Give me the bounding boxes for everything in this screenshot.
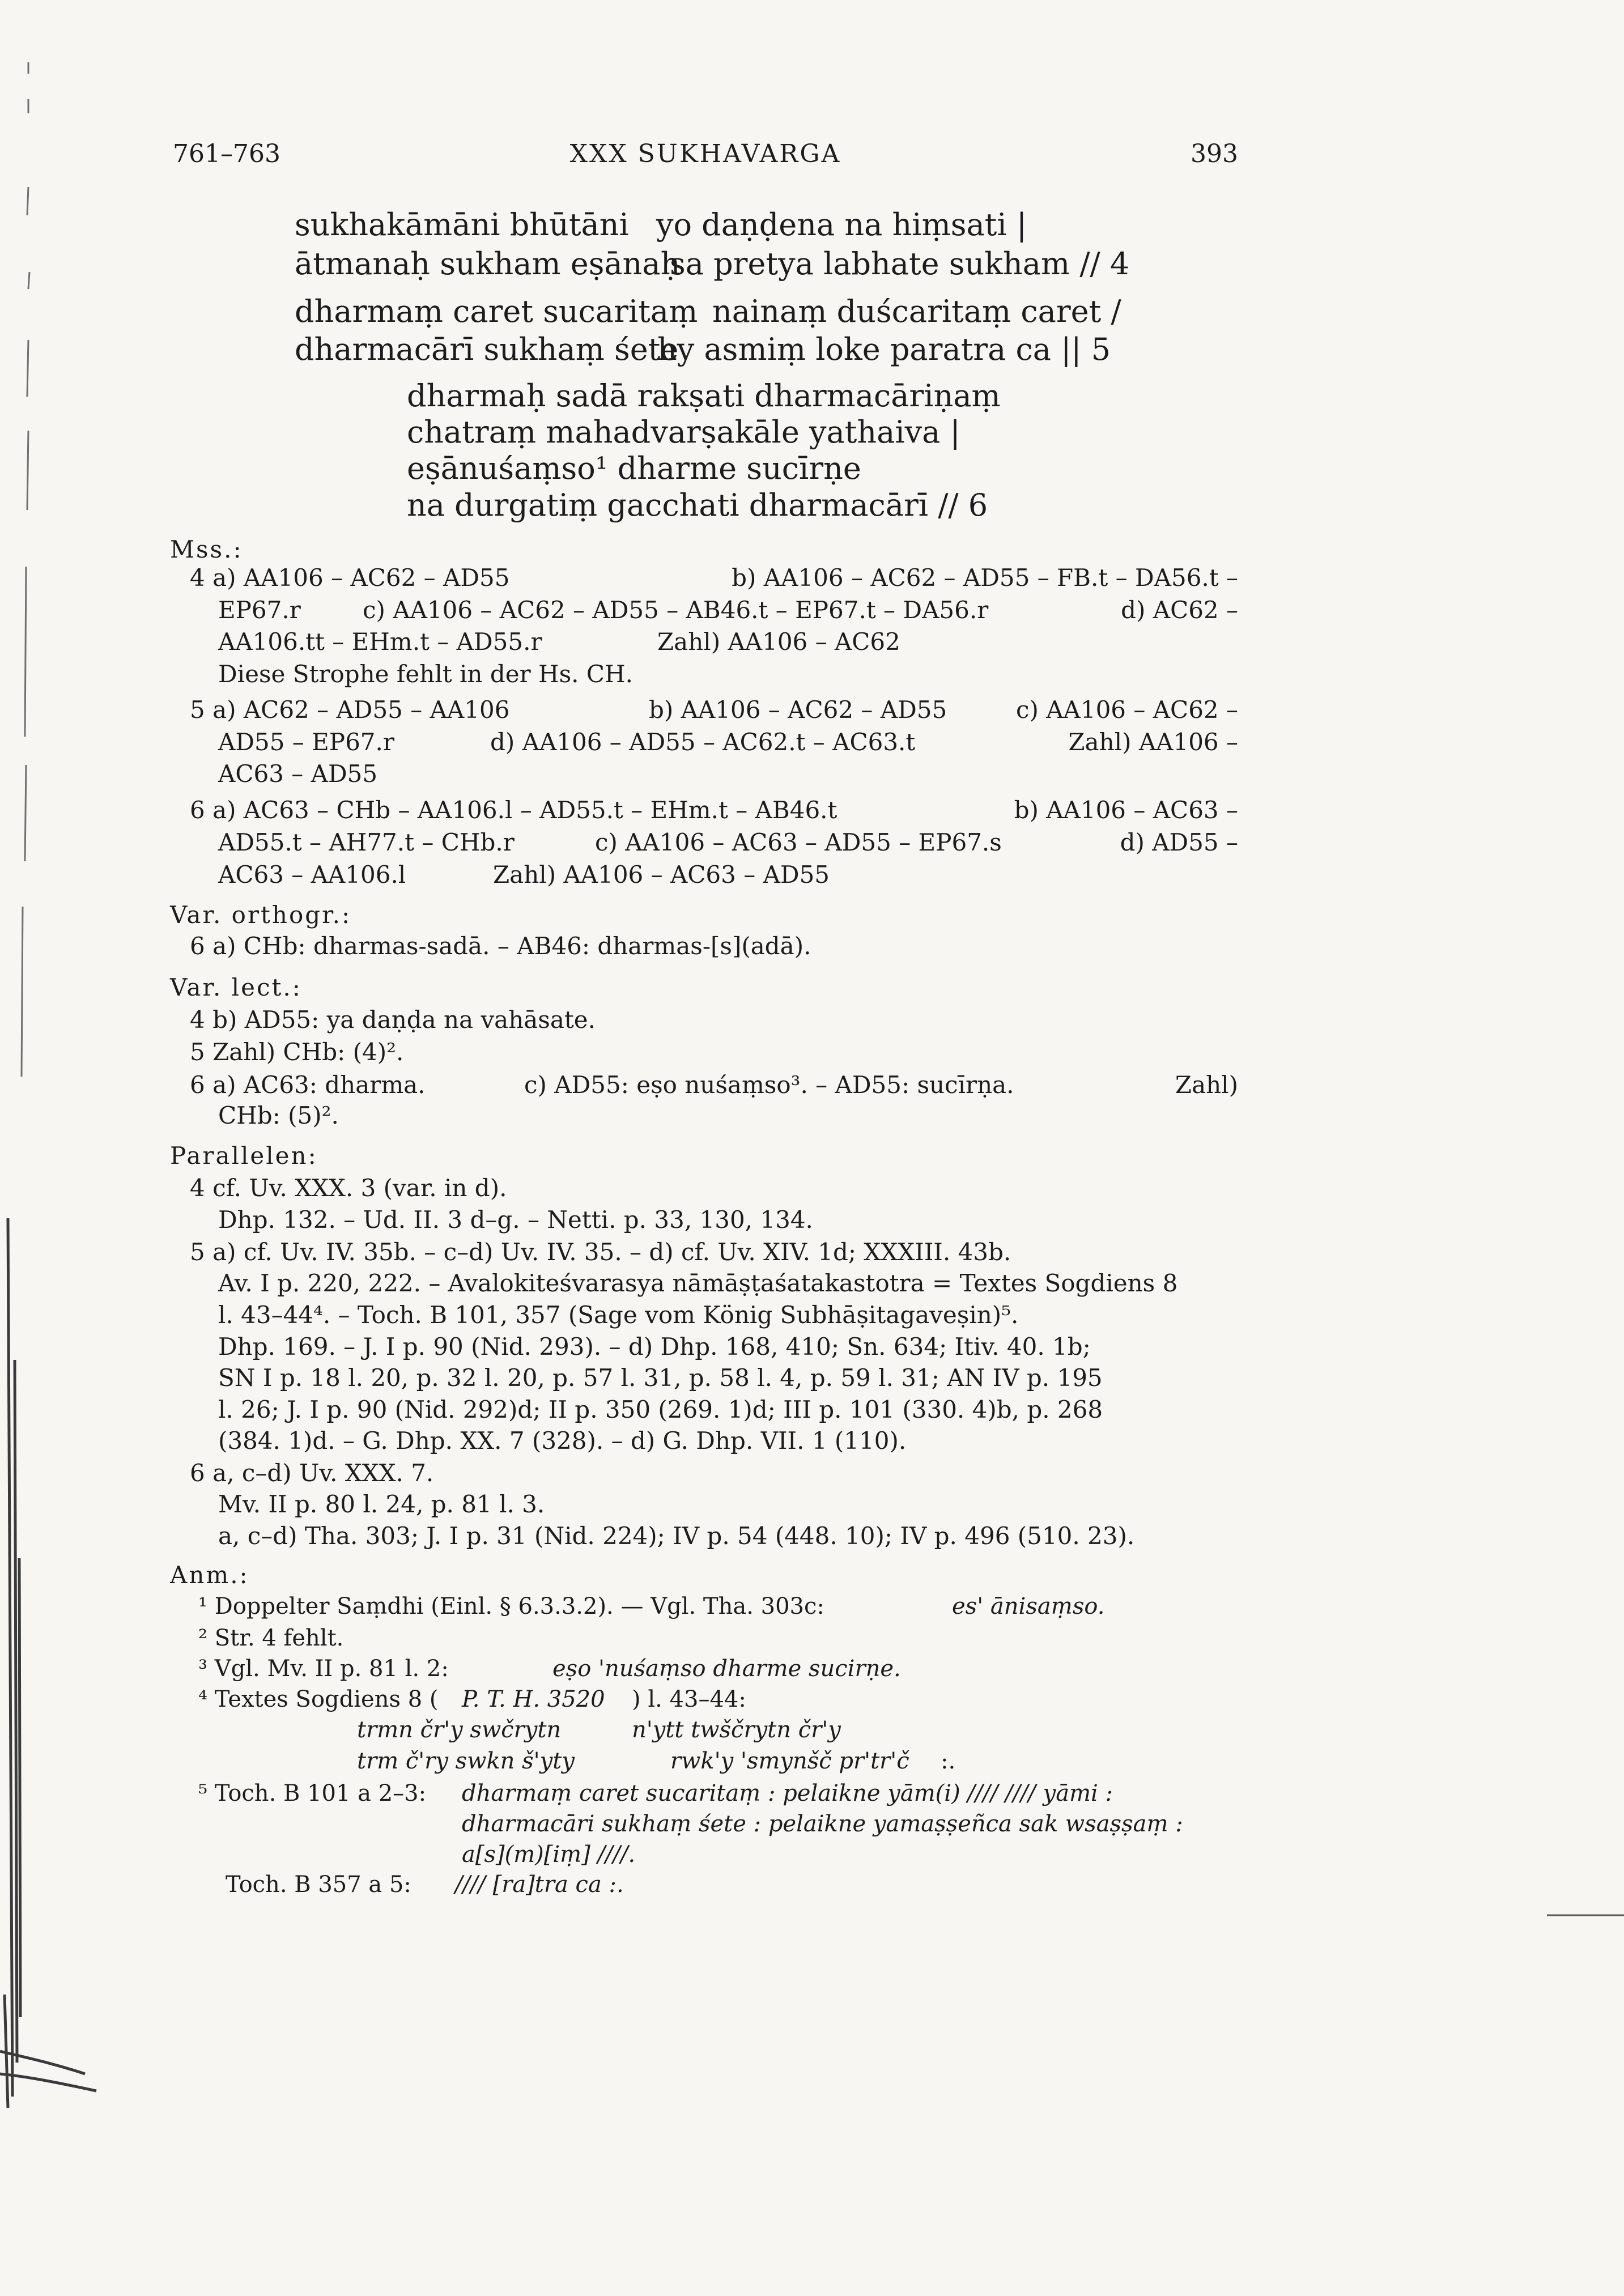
apparatus-line: Zahl) AA106 – AC63 – AD55 bbox=[493, 861, 830, 888]
section-heading: Var. orthogr.: bbox=[170, 901, 352, 929]
apparatus-line: 4 a) AA106 – AC62 – AD55 bbox=[190, 564, 510, 592]
apparatus-line: SN I p. 18 l. 20, p. 32 l. 20, p. 57 l. 31, p. 58 l. 4, p. 59 l. 31; AN IV p. 195 bbox=[218, 1364, 1103, 1392]
note-text: Toch. B 357 a 5: bbox=[226, 1872, 411, 1898]
page-number: 393 bbox=[1191, 139, 1238, 168]
apparatus-line: d) AC62 – bbox=[1121, 596, 1238, 624]
apparatus-line: 6 a) AC63: dharma. bbox=[190, 1071, 426, 1099]
note-5 bbox=[198, 1780, 1235, 1812]
note-quote: a[s](m)[iṃ] ////. bbox=[462, 1842, 636, 1868]
apparatus-line: Zahl) AA106 – AC62 bbox=[657, 628, 900, 656]
apparatus-line: 6 a, c–d) Uv. XXX. 7. bbox=[190, 1459, 434, 1487]
apparatus-line: Dhp. 169. – J. I p. 90 (Nid. 293). – d) Dhp. 168, 410; Sn. 634; Itiv. 40. 1b; bbox=[218, 1333, 1091, 1360]
apparatus-line: AD55 – EP67.r bbox=[218, 728, 394, 756]
note-2: ² Str. 4 fehlt. bbox=[198, 1625, 344, 1651]
sogdian-line: rwk'y 'smynšč pr'tr'č bbox=[670, 1748, 909, 1774]
apparatus-line: d) AA106 – AD55 – AC62.t – AC63.t bbox=[490, 728, 916, 756]
apparatus-line: Av. I p. 220, 222. – Avalokiteśvarasya nāmāṣṭaśatakastotra = Textes Sogdiens 8 bbox=[218, 1269, 1178, 1297]
apparatus-line: EP67.r bbox=[218, 596, 301, 624]
verse-range: 761–763 bbox=[173, 139, 280, 168]
note-quote: eṣo 'nuśaṃso dharme sucirṇe. bbox=[552, 1656, 901, 1682]
apparatus-line: d) AD55 – bbox=[1120, 828, 1238, 856]
note-text: ) l. 43–44: bbox=[632, 1686, 746, 1712]
verse-line: hy asmiṃ loke paratra ca || 5 bbox=[657, 331, 1111, 367]
sogdian-punct: :. bbox=[941, 1748, 956, 1774]
note-text: ⁴ Textes Sogdiens 8 ( bbox=[198, 1686, 439, 1712]
apparatus-line: 5 a) AC62 – AD55 – AA106 bbox=[190, 696, 510, 724]
verse-line: yo daṇḍena na hiṃsati | bbox=[656, 207, 1027, 243]
apparatus-line: c) AA106 – AC62 – AD55 – AB46.t – EP67.t – DA56.r bbox=[363, 596, 989, 624]
verse-line: eṣānuśaṃso¹ dharme sucīrṇe bbox=[407, 450, 861, 486]
note-6 bbox=[226, 1872, 736, 1903]
apparatus-line: b) AA106 – AC63 – bbox=[1014, 796, 1238, 824]
note-1 bbox=[198, 1593, 1235, 1625]
apparatus-line: CHb: (5)². bbox=[218, 1102, 339, 1129]
apparatus-line: Diese Strophe fehlt in der Hs. CH. bbox=[218, 660, 633, 688]
apparatus-line: b) AA106 – AC62 – AD55 bbox=[649, 696, 947, 724]
apparatus-line: 5 Zahl) CHb: (4)². bbox=[190, 1038, 404, 1066]
note-3 bbox=[198, 1656, 1235, 1687]
verse-line: ātmanaḥ sukham eṣānaḥ bbox=[295, 246, 681, 282]
verse-line: sa pretya labhate sukham // 4 bbox=[670, 246, 1130, 282]
apparatus-line: AA106.tt – EHm.t – AD55.r bbox=[218, 628, 542, 656]
section-heading: Anm.: bbox=[170, 1561, 249, 1589]
verse-line: dharmacārī sukhaṃ śete bbox=[295, 331, 679, 367]
apparatus-line: Zahl) AA106 – bbox=[1068, 728, 1238, 756]
apparatus-line: Mv. II p. 80 l. 24, p. 81 l. 3. bbox=[218, 1490, 545, 1518]
section-heading: Parallelen: bbox=[170, 1142, 318, 1170]
note-text: ¹ Doppelter Saṃdhi (Einl. § 6.3.3.2). — Vgl. Tha. 303c: bbox=[198, 1593, 824, 1619]
apparatus-line: 6 a) AC63 – CHb – AA106.l – AD55.t – EHm.t – AB46.t bbox=[190, 796, 837, 824]
chapter-title: XXX SUKHAVARGA bbox=[569, 139, 841, 168]
note-quote: dharmaṃ caret sucaritaṃ : pelaikne yām(i) //// //// yāmi : bbox=[462, 1780, 1113, 1806]
binding-shadow bbox=[0, 1218, 96, 2108]
verse-line: dharmaḥ sadā rakṣati dharmacāriṇaṃ bbox=[407, 378, 1001, 414]
sogdian-line: trmn čr'y swčrytn bbox=[357, 1717, 562, 1743]
apparatus-line: 4 b) AD55: ya daṇḍa na vahāsate. bbox=[190, 1006, 596, 1034]
sogdian-line: trm č'ry swkn š'yty bbox=[357, 1748, 575, 1774]
sogdian-line: n'ytt twščrytn čr'y bbox=[632, 1717, 841, 1743]
apparatus-line: AC63 – AD55 bbox=[218, 760, 378, 788]
apparatus-line: b) AA106 – AC62 – AD55 – FB.t – DA56.t – bbox=[732, 564, 1238, 592]
apparatus-line: c) AD55: eṣo nuśaṃso³. – AD55: sucīrṇa. bbox=[524, 1071, 1014, 1099]
verse-line: sukhakāmāni bhūtāni bbox=[295, 207, 629, 243]
note-text: ³ Vgl. Mv. II p. 81 l. 2: bbox=[198, 1656, 449, 1682]
verse-line: dharmaṃ caret sucaritaṃ bbox=[295, 294, 698, 329]
verse-line: chatraṃ mahadvarṣakāle yathaiva | bbox=[407, 414, 960, 450]
apparatus-line: AD55.t – AH77.t – CHb.r bbox=[218, 828, 515, 856]
apparatus-line: Dhp. 132. – Ud. II. 3 d–g. – Netti. p. 33, 130, 134. bbox=[218, 1206, 813, 1234]
margin-marks bbox=[22, 62, 29, 1077]
running-header bbox=[173, 139, 1238, 173]
apparatus-line: (384. 1)d. – G. Dhp. XX. 7 (328). – d) G. Dhp. VII. 1 (110). bbox=[218, 1427, 907, 1455]
apparatus-line: l. 26; J. I p. 90 (Nid. 292)d; II p. 350 (269. 1)d; III p. 101 (330. 4)b, p. 268 bbox=[218, 1396, 1103, 1423]
apparatus-line: 4 cf. Uv. XXX. 3 (var. in d). bbox=[190, 1174, 507, 1202]
note-quote: dharmacāri sukhaṃ śete : pelaikne yamaṣṣeñca sak wsaṣṣaṃ : bbox=[462, 1811, 1183, 1837]
note-quote: //// [ra]tra ca :. bbox=[455, 1872, 624, 1898]
apparatus-line: c) AA106 – AC62 – bbox=[1015, 696, 1238, 724]
section-heading: Var. lect.: bbox=[170, 973, 302, 1001]
note-quote: es' ānisaṃso. bbox=[952, 1593, 1105, 1619]
note-4 bbox=[198, 1686, 1235, 1718]
apparatus-line: l. 43–44⁴. – Toch. B 101, 357 (Sage vom König Subhāṣitagaveṣin)⁵. bbox=[218, 1301, 1019, 1329]
section-heading: Mss.: bbox=[170, 535, 243, 563]
note-siglum: P. T. H. 3520 bbox=[462, 1686, 605, 1712]
note-text: ⁵ Toch. B 101 a 2–3: bbox=[198, 1780, 427, 1806]
apparatus-line: c) AA106 – AC63 – AD55 – EP67.s bbox=[595, 828, 1002, 856]
apparatus-line: 6 a) CHb: dharmas-sadā. – AB46: dharmas-[s](adā). bbox=[190, 932, 811, 960]
apparatus-line: AC63 – AA106.l bbox=[218, 861, 406, 888]
verse-line: na durgatiṃ gacchati dharmacārī // 6 bbox=[407, 487, 988, 523]
apparatus-line: a, c–d) Tha. 303; J. I p. 31 (Nid. 224); IV p. 54 (448. 10); IV p. 496 (510. 23). bbox=[218, 1522, 1135, 1550]
verse-line: nainaṃ duścaritaṃ caret / bbox=[712, 294, 1121, 329]
apparatus-line: Zahl) bbox=[1175, 1071, 1238, 1099]
apparatus-line: 5 a) cf. Uv. IV. 35b. – c–d) Uv. IV. 35. – d) cf. Uv. XIV. 1d; XXXIII. 43b. bbox=[190, 1238, 1011, 1266]
